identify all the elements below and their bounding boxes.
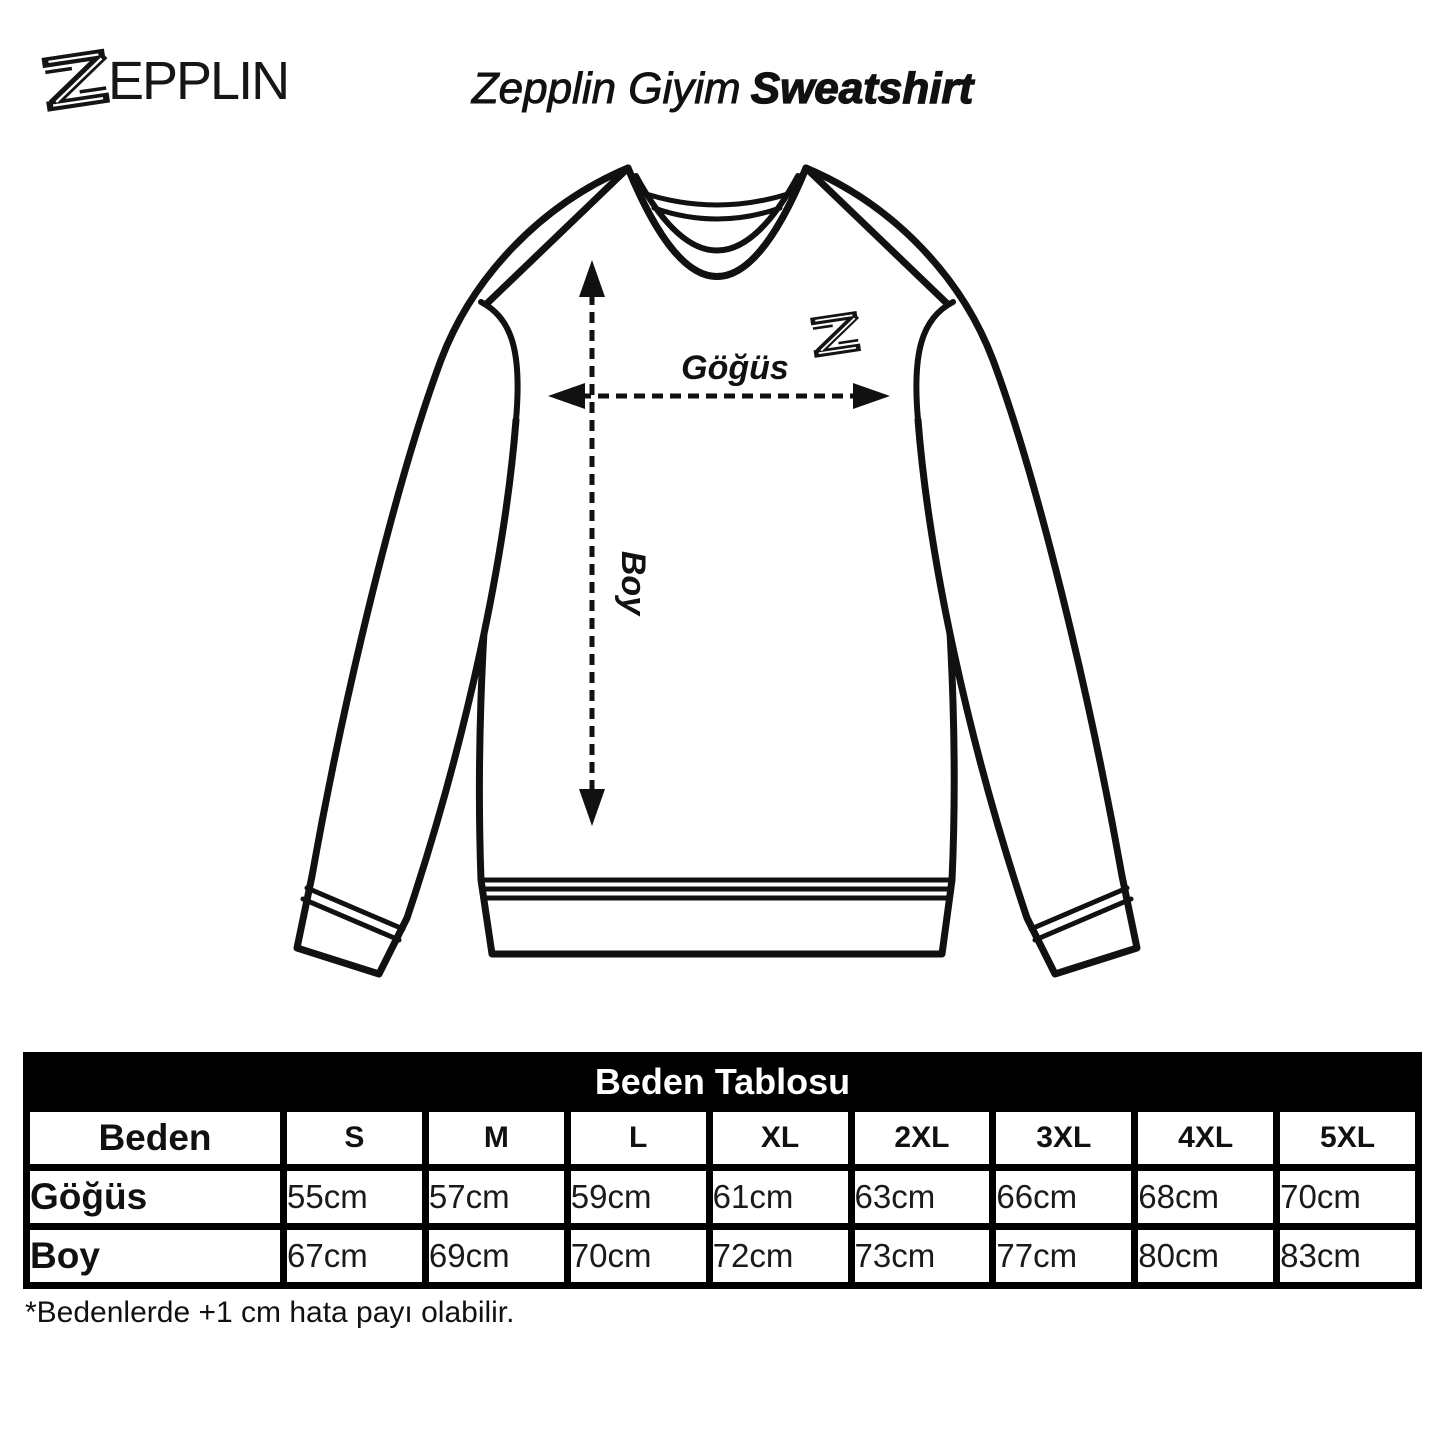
size-value: 69cm	[429, 1230, 564, 1282]
column-header-5xl: 5XL	[1280, 1112, 1415, 1164]
row-label-length: Boy	[30, 1230, 280, 1282]
table-row-length	[30, 1230, 1415, 1282]
size-value: 57cm	[429, 1171, 564, 1223]
column-header-beden: Beden	[30, 1112, 280, 1164]
chest-label: Göğüs	[681, 349, 789, 387]
size-value: 63cm	[855, 1171, 990, 1223]
column-header-4xl: 4XL	[1138, 1112, 1273, 1164]
table-header-row	[30, 1112, 1415, 1164]
size-value: 61cm	[713, 1171, 848, 1223]
table-row-chest	[30, 1171, 1415, 1223]
size-value: 70cm	[1280, 1171, 1415, 1223]
size-value: 68cm	[1138, 1171, 1273, 1223]
size-value: 72cm	[713, 1230, 848, 1282]
row-label-chest: Göğüs	[30, 1171, 280, 1223]
size-value: 73cm	[855, 1230, 990, 1282]
size-value: 67cm	[287, 1230, 422, 1282]
size-value: 80cm	[1138, 1230, 1273, 1282]
size-table	[23, 1052, 1422, 1289]
column-header-xl: XL	[713, 1112, 848, 1164]
column-header-3xl: 3XL	[996, 1112, 1131, 1164]
column-header-2xl: 2XL	[855, 1112, 990, 1164]
table-title: Beden Tablosu	[30, 1059, 1415, 1105]
brand-name: EPPLIN	[108, 51, 289, 111]
collar-back-line-2	[654, 208, 780, 219]
column-header-l: L	[571, 1112, 706, 1164]
column-header-s: S	[287, 1112, 422, 1164]
sweatshirt-body-outline	[475, 168, 959, 954]
size-value: 83cm	[1280, 1230, 1415, 1282]
size-value: 77cm	[996, 1230, 1131, 1282]
size-value: 66cm	[996, 1171, 1131, 1223]
size-value: 55cm	[287, 1171, 422, 1223]
title-product-part: Sweatshirt	[750, 64, 974, 113]
collar-back-line-1	[640, 192, 794, 205]
page-title	[0, 64, 1445, 114]
length-label: Boy	[614, 550, 652, 616]
title-brand-part: Zepplin Giyim	[471, 64, 741, 113]
size-tolerance-footnote: *Bedenlerde +1 cm hata payı olabilir.	[25, 1296, 515, 1329]
sweatshirt-diagram	[280, 160, 1170, 1010]
table-title-row	[30, 1059, 1415, 1105]
column-header-m: M	[429, 1112, 564, 1164]
size-value: 59cm	[571, 1171, 706, 1223]
size-value: 70cm	[571, 1230, 706, 1282]
